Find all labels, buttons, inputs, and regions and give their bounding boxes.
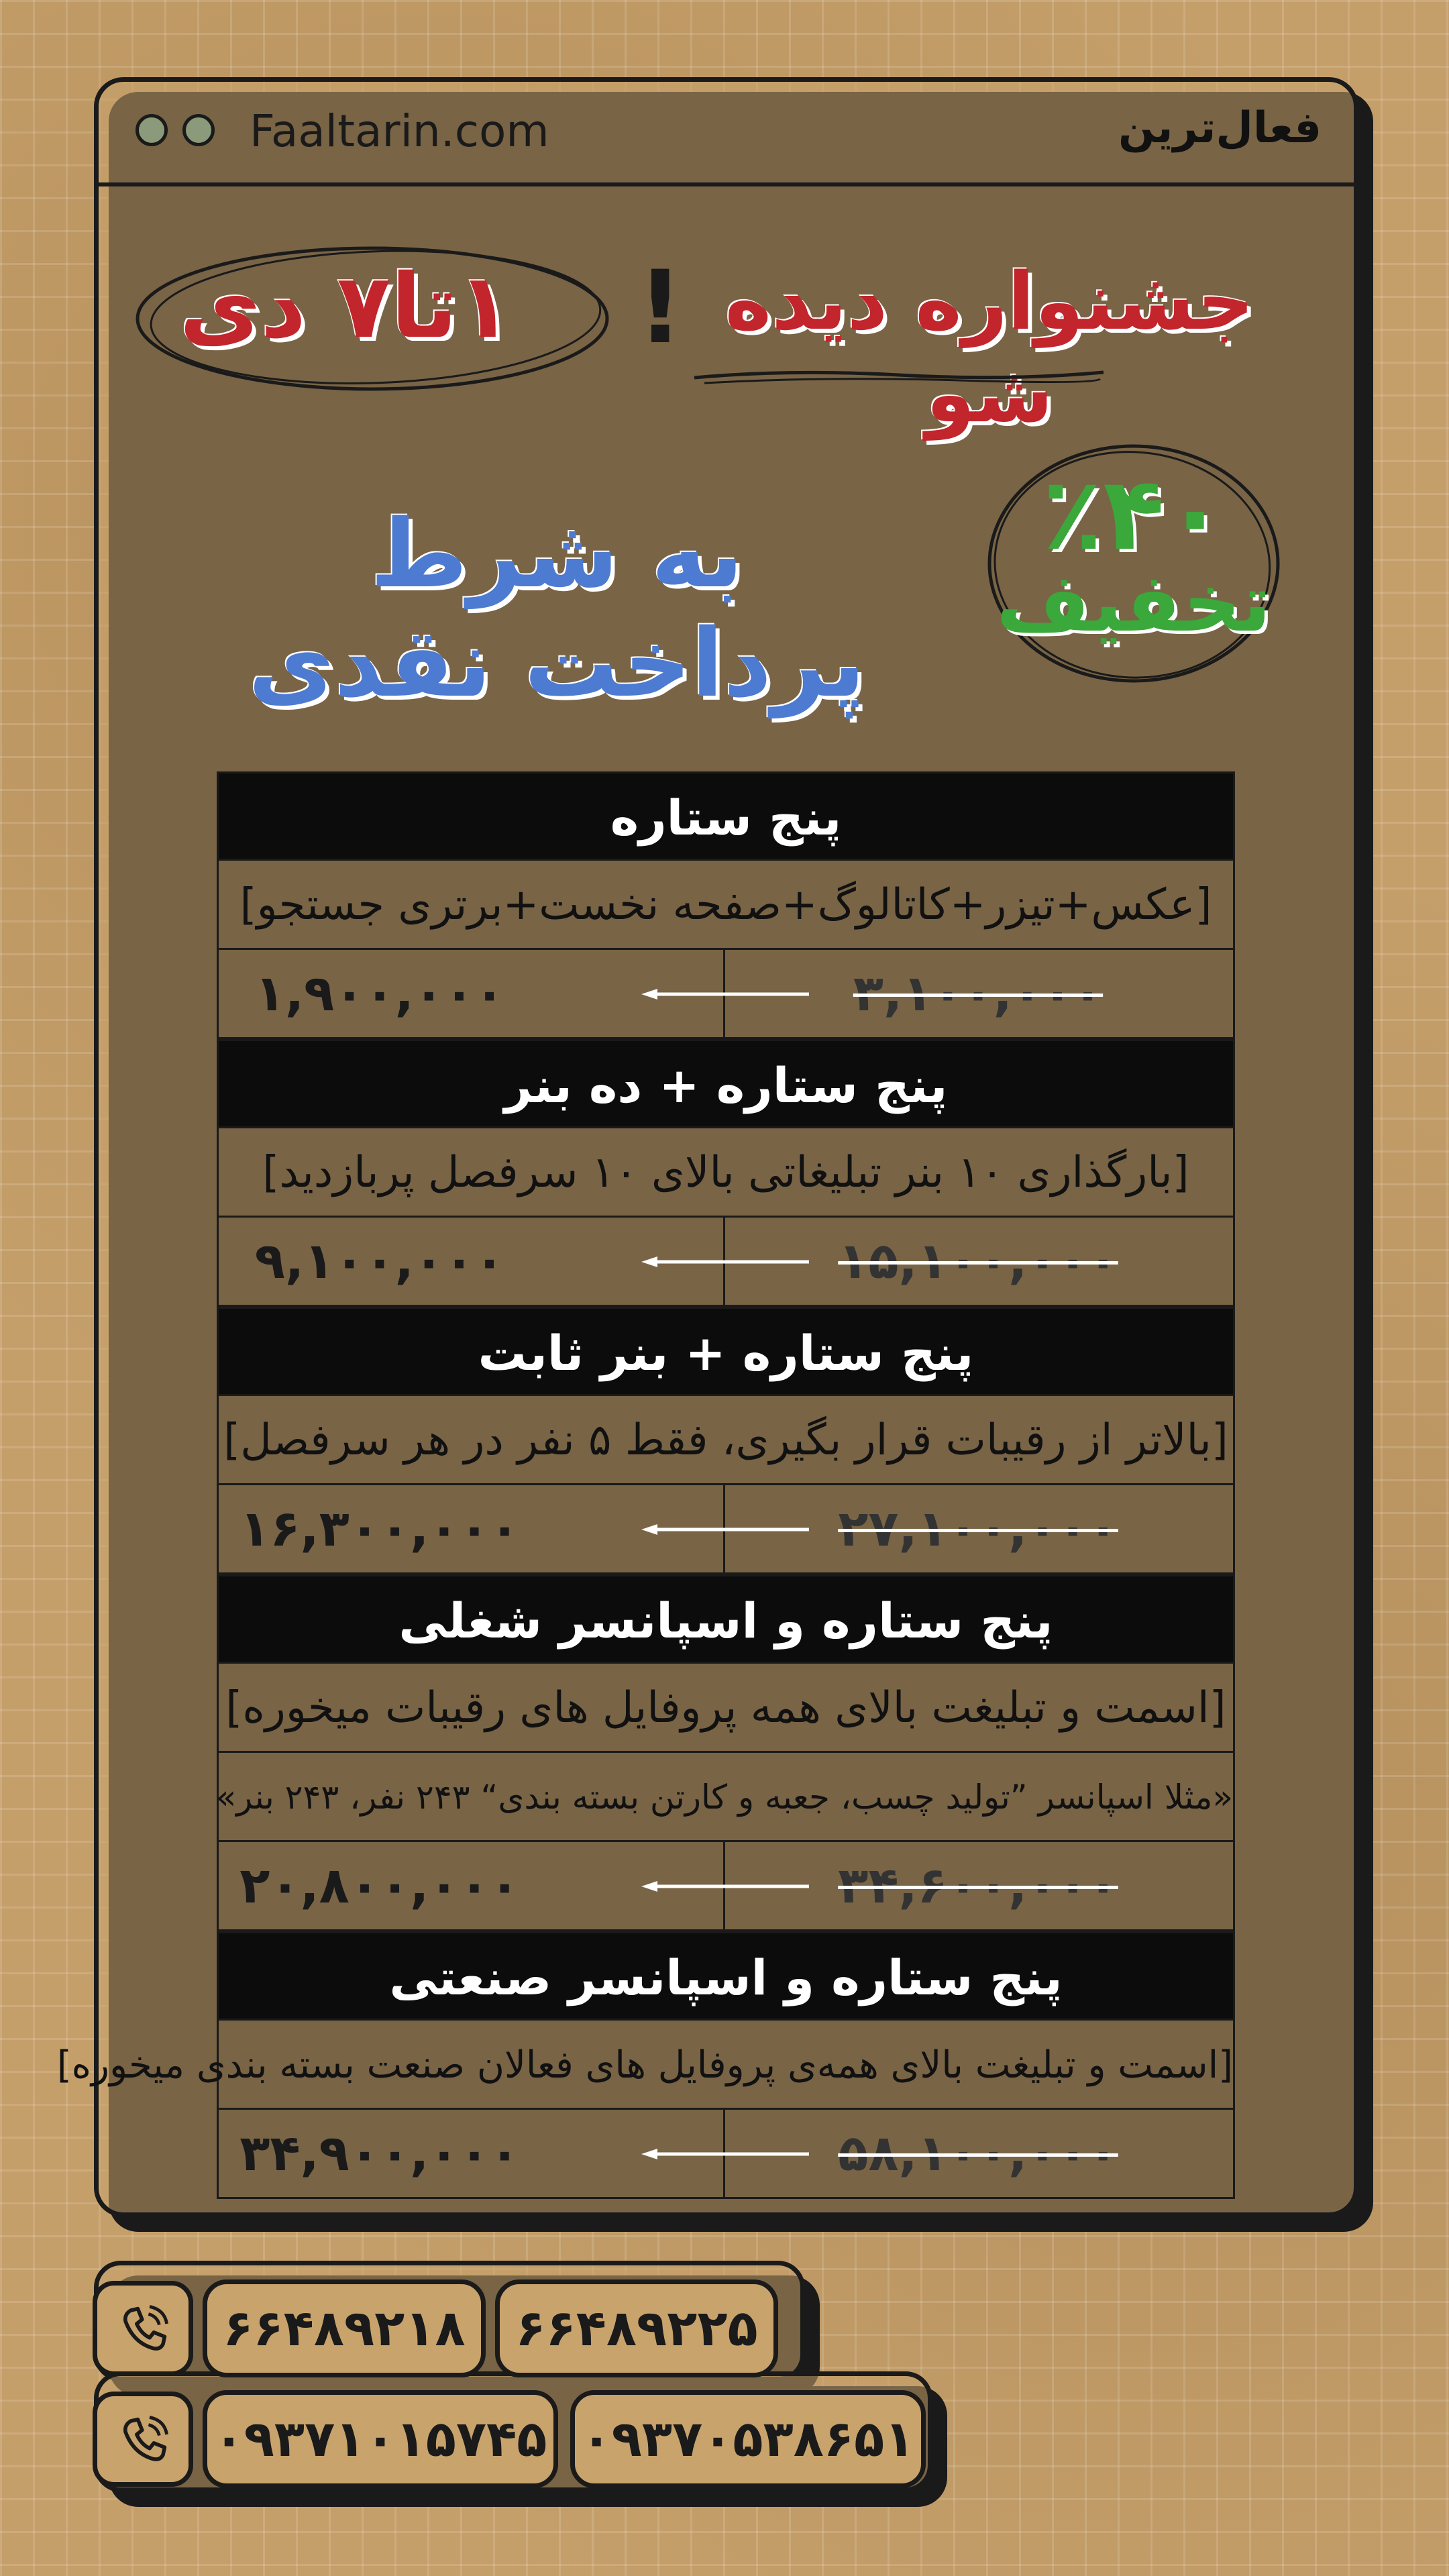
plan-title: پنج ستاره + ده بنر: [217, 1039, 1235, 1128]
plan-description: [بالاتر از رقیبات قرار بگیری، فقط ۵ نفر در هر سرفصل]: [217, 1396, 1235, 1485]
plan-description: [اسمت و تبلیغت بالای همه‌ی پروفایل های فعالان صنعت بسته بندی میخوره]: [217, 2021, 1235, 2110]
title-bar: [99, 82, 1354, 186]
old-price: ۳۴,۶۰۰,۰۰۰: [838, 1857, 1118, 1915]
new-price: ۹,۱۰۰,۰۰۰: [254, 1232, 505, 1290]
plan-description: [عکس+تیزر+کاتالوگ+صفحه نخست+برتری جستجو]: [217, 861, 1235, 950]
landline-number-2[interactable]: ۶۶۴۸۹۲۱۸: [203, 2279, 486, 2377]
site-url[interactable]: Faaltarin.com: [250, 105, 549, 157]
plan-title: پنج ستاره و اسپانسر صنعتی: [217, 1931, 1235, 2021]
plan-price-row: [217, 2110, 1235, 2199]
exclamation-mark: !: [637, 250, 684, 366]
festival-dates: ۱تا۷ دی: [179, 255, 512, 358]
brand-logo: فعال‌ترین: [1118, 103, 1322, 153]
mobile-number-2[interactable]: ۰۹۳۷۱۰۱۵۷۴۵: [203, 2390, 558, 2488]
arrow-left-icon: [641, 989, 809, 1000]
old-price: ۳,۱۰۰,۰۰۰: [853, 965, 1104, 1022]
discount-percent: ٪۴۰: [1041, 456, 1226, 573]
old-price: ۲۷,۱۰۰,۰۰۰: [838, 1500, 1118, 1558]
new-price: ۲۰,۸۰۰,۰۰۰: [239, 1857, 520, 1915]
new-price: ۱,۹۰۰,۰۰۰: [254, 965, 505, 1022]
plan-price-row: [217, 1218, 1235, 1307]
new-price: ۳۴,۹۰۰,۰۰۰: [239, 2125, 520, 2182]
plan-description: [اسمت و تبلیغت بالای همه پروفایل های رقیبات میخوره]: [217, 1664, 1235, 1753]
plan-title: پنج ستاره و اسپانسر شغلی: [217, 1574, 1235, 1664]
landline-number-1[interactable]: ۶۶۴۸۹۲۲۵: [495, 2279, 778, 2377]
festival-title: جشنواره دیده شو: [724, 255, 1254, 440]
pricing-table: [56, 771, 1235, 2199]
discount-label: تخفیف: [996, 557, 1271, 650]
arrow-left-icon: [641, 1881, 809, 1892]
window-dot-2[interactable]: [182, 114, 215, 146]
phone-icon-box-1[interactable]: [93, 2281, 193, 2376]
plan-price-row: [217, 950, 1235, 1039]
phone-icon: [117, 2302, 171, 2356]
plan-price-row: [217, 1842, 1235, 1931]
plan-title: پنج ستاره: [217, 771, 1235, 861]
title-underline: [691, 366, 1107, 386]
plan-title: پنج ستاره + بنر ثابت: [217, 1307, 1235, 1396]
plan-description: [بارگذاری ۱۰ بنر تبلیغاتی بالای ۱۰ سرفصل پربازدید]: [217, 1128, 1235, 1218]
arrow-left-icon: [641, 2149, 809, 2159]
phone-icon-box-2[interactable]: [93, 2392, 193, 2487]
plan-price-row: [217, 1485, 1235, 1574]
arrow-left-icon: [641, 1256, 809, 1267]
plan-example-note: «مثلا اسپانسر ”تولید چسب، جعبه و کارتن بسته بندی“ ۲۴۳ نفر، ۲۴۳ بنر»: [217, 1753, 1235, 1842]
phone-icon: [117, 2413, 171, 2467]
old-price: ۵۸,۱۰۰,۰۰۰: [838, 2125, 1118, 2182]
arrow-left-icon: [641, 1524, 809, 1535]
old-price: ۱۵,۱۰۰,۰۰۰: [838, 1232, 1118, 1290]
payment-condition: به شرط پرداخت نقدی: [248, 500, 865, 718]
mobile-number-1[interactable]: ۰۹۳۷۰۵۳۸۶۵۱: [570, 2390, 926, 2488]
new-price: ۱۶,۳۰۰,۰۰۰: [239, 1500, 520, 1558]
window-dot-1[interactable]: [136, 114, 168, 146]
